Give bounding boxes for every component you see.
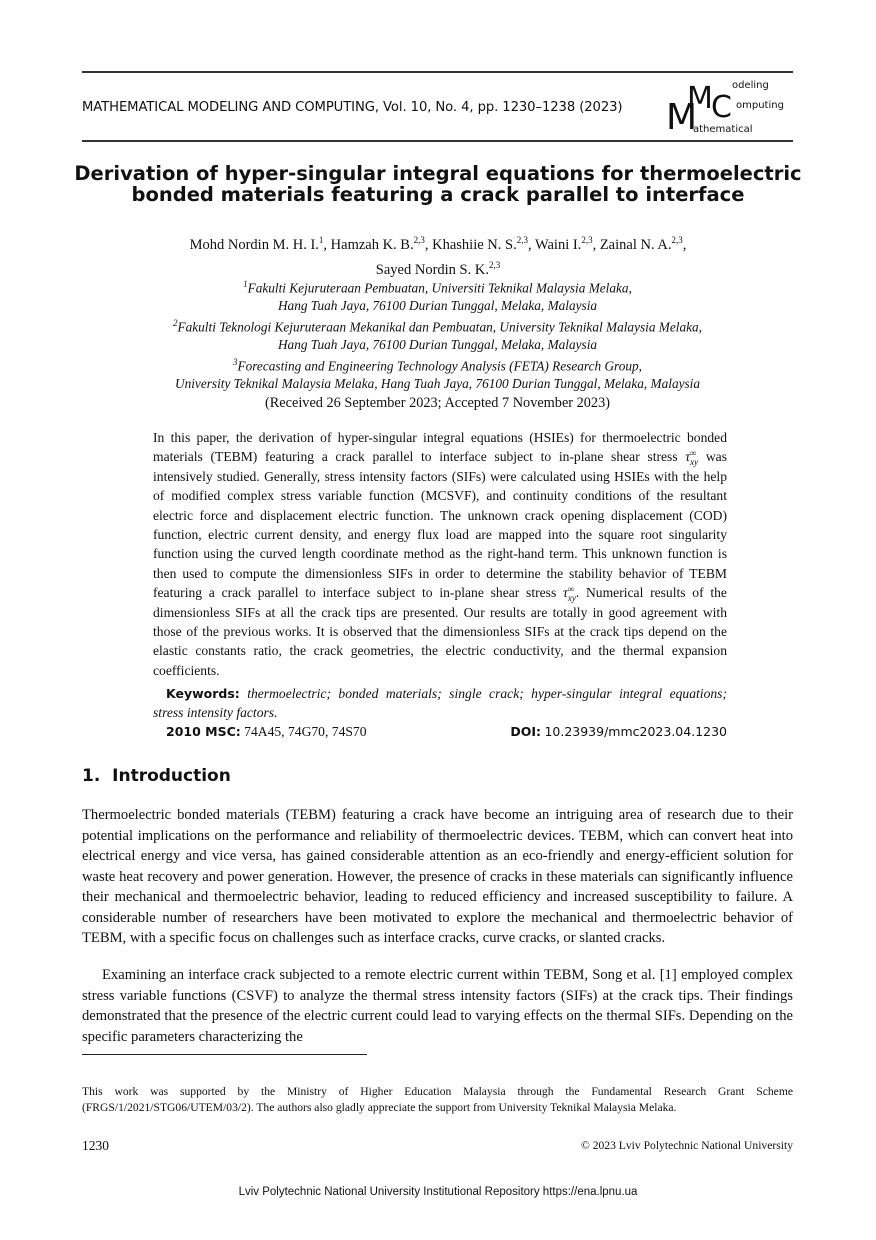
journal-header: MATHEMATICAL MODELING AND COMPUTING, Vol. 10, No. 4, pp. 1230–1238 (2023) — [82, 100, 623, 115]
doi — [510, 724, 727, 740]
author-affil: 2,3 — [516, 235, 528, 245]
affil-line: Fakulti Kejuruteraan Pembuatan, Universiti Teknikal Malaysia Melaka, — [247, 280, 632, 296]
logo-letter: M — [687, 81, 713, 116]
author: Sayed Nordin S. K. — [375, 261, 489, 278]
tau-sup: ∞ — [567, 583, 575, 594]
msc-text: 74A45, 74G70, 74S70 — [244, 724, 367, 739]
affil-line: Forecasting and Engineering Technology Analysis (FETA) Research Group, — [237, 358, 642, 374]
doi-link[interactable]: 10.23939/mmc2023.04.1230 — [544, 724, 727, 739]
author: Hamzah K. B. — [330, 236, 414, 253]
title-line: Derivation of hyper-singular integral equations for thermoelectric — [74, 162, 802, 185]
affil-number: 2 — [172, 317, 178, 328]
header-top-rule — [82, 71, 793, 73]
logo-word: athematical — [693, 124, 753, 135]
affiliations — [82, 276, 793, 392]
tau-symbol — [685, 448, 699, 468]
section-heading — [82, 766, 231, 786]
logo-letter: C — [711, 90, 732, 125]
tau-symbol — [562, 583, 576, 603]
author: Mohd Nordin M. H. I. — [189, 236, 319, 253]
journal-logo — [666, 78, 796, 138]
tau: τ — [685, 449, 691, 465]
affil-number: 3 — [232, 356, 238, 367]
page-number: 1230 — [82, 1138, 109, 1153]
author-affil: 2,3 — [581, 235, 593, 245]
author-affil: 2,3 — [671, 235, 683, 245]
abstract-text: was intensively studied. Generally, stress intensity factors (SIFs) were calculated using HSIEs with the help of modified complex stress variable function (MCSVF), and continuity conditions of the resultant electric force and displacement electric function. The unknown crack opening displacement (COD) function, electric current density, and energy flux load are mapped into the square root singularity function using the curved length coordinate method as the right-hand term. This unknown function is then used to compute the dimensionless SIFs in order to determine the stability behavior of TEBM featuring a crack parallel to interface subject to in-plane shear stress — [153, 449, 728, 600]
affiliation — [82, 276, 793, 297]
body-paragraph: Examining an interface crack subjected to a remote electric current within TEBM, Song et al. [1] employed complex stress variable functions (CSVF) to analyze the thermal stress intensity factors (SIFs) at the crack tips. Their findings demonstrated that the presence of the electric current could lead to varying effects on the thermal SIFs. Depending on the specific parameters characterizing the — [82, 967, 793, 1045]
paper-title — [60, 163, 816, 205]
header-bottom-rule — [82, 140, 793, 142]
logo-word: odeling — [732, 80, 769, 91]
section-title: Introduction — [112, 766, 231, 786]
doi-label: DOI: — [510, 724, 542, 739]
tau: τ — [562, 584, 568, 600]
msc-codes — [166, 724, 367, 740]
msc-label: 2010 MSC: — [166, 724, 241, 739]
affil-line: Fakulti Teknologi Kejuruteraan Mekanikal dan Pembuatan, University Teknikal Malaysia Melaka, — [177, 319, 703, 335]
title-line: bonded materials featuring a crack parallel to interface — [131, 183, 745, 206]
tau-sub: xy — [690, 457, 699, 468]
affil-line: Hang Tuah Jaya, 76100 Durian Tunggal, Melaka, Malaysia — [277, 298, 598, 314]
keywords-text: thermoelectric; bonded materials; single crack; hyper-singular integral equations; stress intensity factors. — [153, 686, 727, 720]
footnote-rule — [82, 1054, 367, 1055]
affil-number: 1 — [243, 279, 248, 289]
logo-word: omputing — [736, 100, 784, 111]
author-list: Mohd Nordin M. H. I.$^1$, Hamzah K. B.$^{2,3}$, Khashiie N. S.$^{2,3}$, Waini I.$^{2,3}$, Zainal N. A.$^{2,3}$, Sayed Nordin S. K.$^{2,3}$ — [189, 235, 687, 278]
affiliation — [82, 315, 793, 336]
author-affil: 1 — [318, 235, 324, 245]
repository-footer: Lviv Polytechnic National University Institutional Repository https://ena.lpnu.ua — [238, 1186, 638, 1198]
author-affil: 2,3 — [413, 235, 425, 245]
body-paragraph: Thermoelectric bonded materials (TEBM) featuring a crack have become an intriguing area of research due to their potential implications on the performance and reliability of thermoelectric devices. TEBM, which can convert heat into electrical energy and vice versa, has gained considerable attention as an eco-friendly and energy-efficient solution for waste heat recovery and power generation. However, the presence of cracks in these materials can significantly influence their mechanical and thermoelectric behavior, leading to reduced efficiency and increased susceptibility to failure. A considerable number of researchers have been motivated to explore the mechanical and thermoelectric behavior of TEBM, with a specific focus on challenges such as interface cracks, curve cracks, or slanted cracks. — [82, 807, 793, 946]
logo-letter: M — [666, 97, 698, 138]
author-affil: 2,3 — [488, 259, 501, 270]
abstract — [153, 428, 727, 680]
affil-line: University Teknikal Malaysia Melaka, Hang Tuah Jaya, 76100 Durian Tunggal, Melaka, Malaysia — [174, 375, 701, 391]
affil-line: Hang Tuah Jaya, 76100 Durian Tunggal, Melaka, Malaysia — [277, 336, 598, 352]
author: Zainal N. A. — [599, 236, 672, 253]
section-number: 1. — [82, 766, 101, 786]
footnote: This work was supported by the Ministry of Higher Education Malaysia through the Fundamental Research Grant Scheme (FRGS/1/2021/STG06/UTEM/03/2). The authors also gladly appreciate the support from University Teknikal Malaysia Melaka. — [82, 1085, 793, 1114]
author: Waini I. — [534, 236, 582, 253]
abstract-text: In this paper, the derivation of hyper-singular integral equations (HSIEs) for thermoelectric bonded materials (TEBM) featuring a crack parallel to interface subject to in-plane shear stress — [153, 430, 727, 465]
author: Khashiie N. S. — [432, 236, 517, 253]
abstract-text: . Numerical results of the dimensionless SIFs at all the crack tips are presented. Our results are totally in good agreement with those of the previous works. It is observed that the dimensionless SIFs at the crack tips depend on the elastic constants ratio, the crack geometries, the electric conductivity, and the thermal expansion coefficients. — [153, 584, 727, 678]
affiliation — [82, 354, 793, 375]
keywords-label: Keywords: — [166, 686, 240, 701]
received-dates: (Received 26 September 2023; Accepted 7 November 2023) — [264, 395, 610, 411]
tau-sub: xy — [567, 592, 576, 603]
copyright: © 2023 Lviv Polytechnic National University — [581, 1139, 793, 1152]
keywords — [153, 685, 727, 722]
tau-sup: ∞ — [690, 448, 697, 459]
